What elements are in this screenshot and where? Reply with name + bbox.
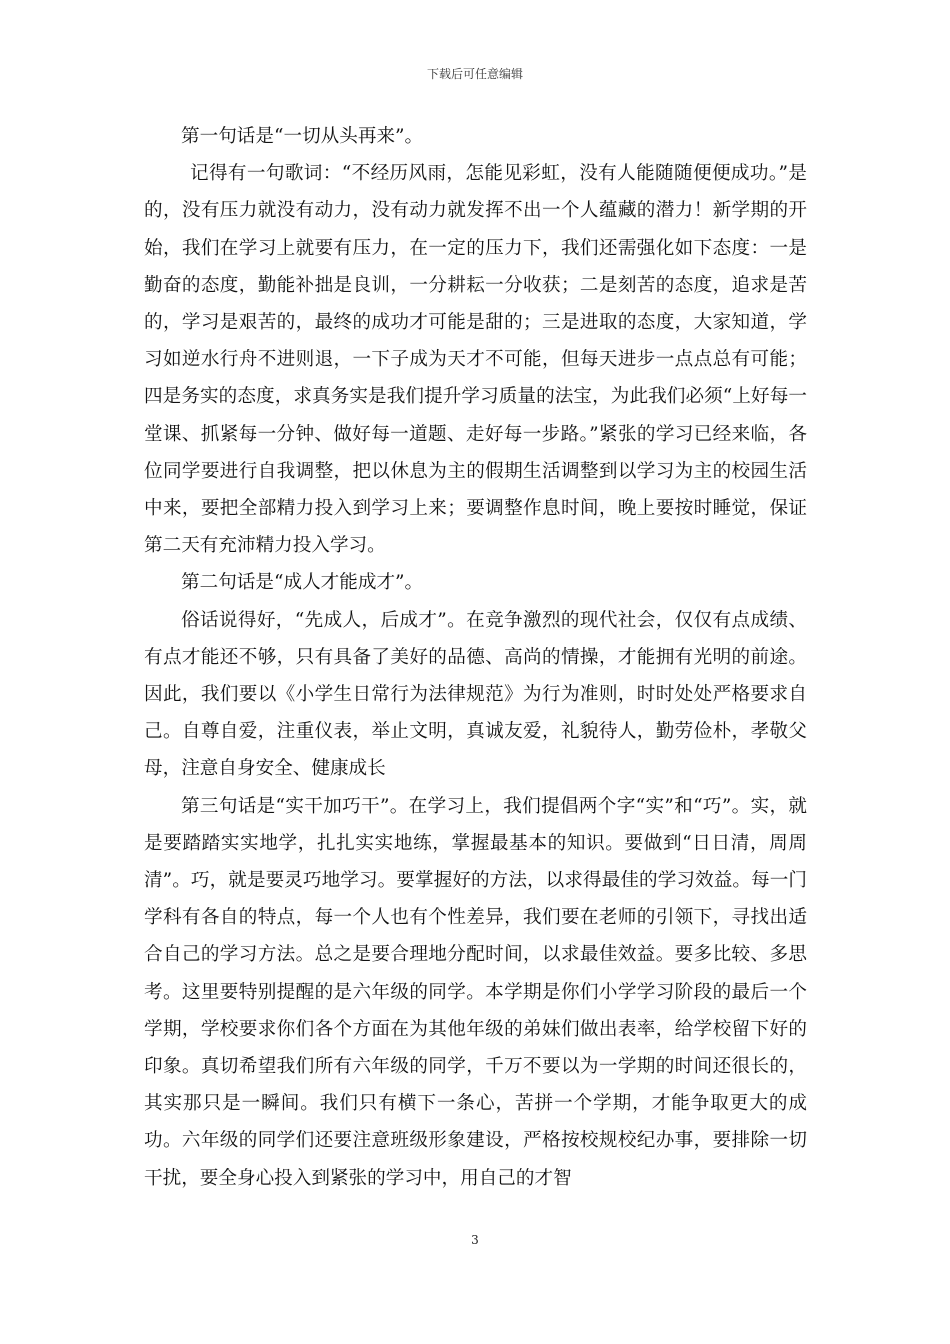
paragraph-body-3: 第三句话是“实干加巧干”。在学习上，我们提倡两个字“实”和“巧”。实，就是要踏踏实实地学，扎扎实实地练，掌握最基本的知识。要做到“日日清，周周清”。巧，就是要灵巧地学习。要掌握好的方法，以求得最佳的学习效益。每一门学科有各自的特点，每一个人也有个性差异，我们要在老师的引领下，寻找出适合自己的学习方法。总之是要合理地分配时间，以求最佳效益。要多比较、多思考。这里要特别提醒的是六年级的同学。本学期是你们小学学习阶段的最后一个学期，学校要求你们各个方面在为其他年级的弟妹们做出表率，给学校留下好的印象。真切希望我们所有六年级的同学，千万不要以为一学期的时间还很长的，其实那只是一瞬间。我们只有横下一条心，苦拼一个学期，才能争取更大的成功。六年级的同学们还要注意班级形象建设，严格按校规校纪办事，要排除一切干扰，要全身心投入到紧张的学习中，用自己的才智 bbox=[144, 795, 807, 1189]
page-header: 下载后可任意编辑 bbox=[426, 67, 523, 81]
page-number: 3 bbox=[471, 1233, 479, 1247]
document-body bbox=[144, 118, 807, 1197]
paragraph-heading-2: 第二句话是“成人才能成才”。 bbox=[181, 572, 424, 594]
paragraph-body-2: 俗话说得好，“先成人，后成才”。在竞争激烈的现代社会，仅仅有点成绩、有点才能还不够，只有具备了美好的品德、高尚的情操，才能拥有光明的前途。因此，我们要以《小学生日常行为法律规范》为行为准则，时时处处严格要求自己。自尊自爱，注重仪表，举止文明，真诚友爱，礼貌待人，勤劳俭朴，孝敬父母，注意自身安全、健康成长 bbox=[144, 609, 807, 780]
paragraph-body-1: 记得有一句歌词：“不经历风雨，怎能见彩虹，没有人能随随便便成功。”是的，没有压力就没有动力，没有动力就发挥不出一个人蕴藏的潜力！新学期的开始，我们在学习上就要有压力，在一定的压力下，我们还需强化如下态度：一是勤奋的态度，勤能补拙是良训，一分耕耘一分收获；二是刻苦的态度，追求是苦的，学习是艰苦的，最终的成功才可能是甜的；三是进取的态度，大家知道，学习如逆水行舟不进则退，一下子成为天才不可能，但每天进步一点点总有可能；四是务实的态度，求真务实是我们提升学习质量的法宝，为此我们必须“上好每一堂课、抓紧每一分钟、做好每一道题、走好每一步路。”紧张的学习已经来临，各位同学要进行自我调整，把以休息为主的假期生活调整到以学习为主的校园生活中来，要把全部精力投入到学习上来；要调整作息时间，晚上要按时睡觉，保证第二天有充沛精力投入学习。 bbox=[144, 163, 807, 557]
paragraph-heading-1: 第一句话是“一切从头再来”。 bbox=[181, 126, 424, 147]
